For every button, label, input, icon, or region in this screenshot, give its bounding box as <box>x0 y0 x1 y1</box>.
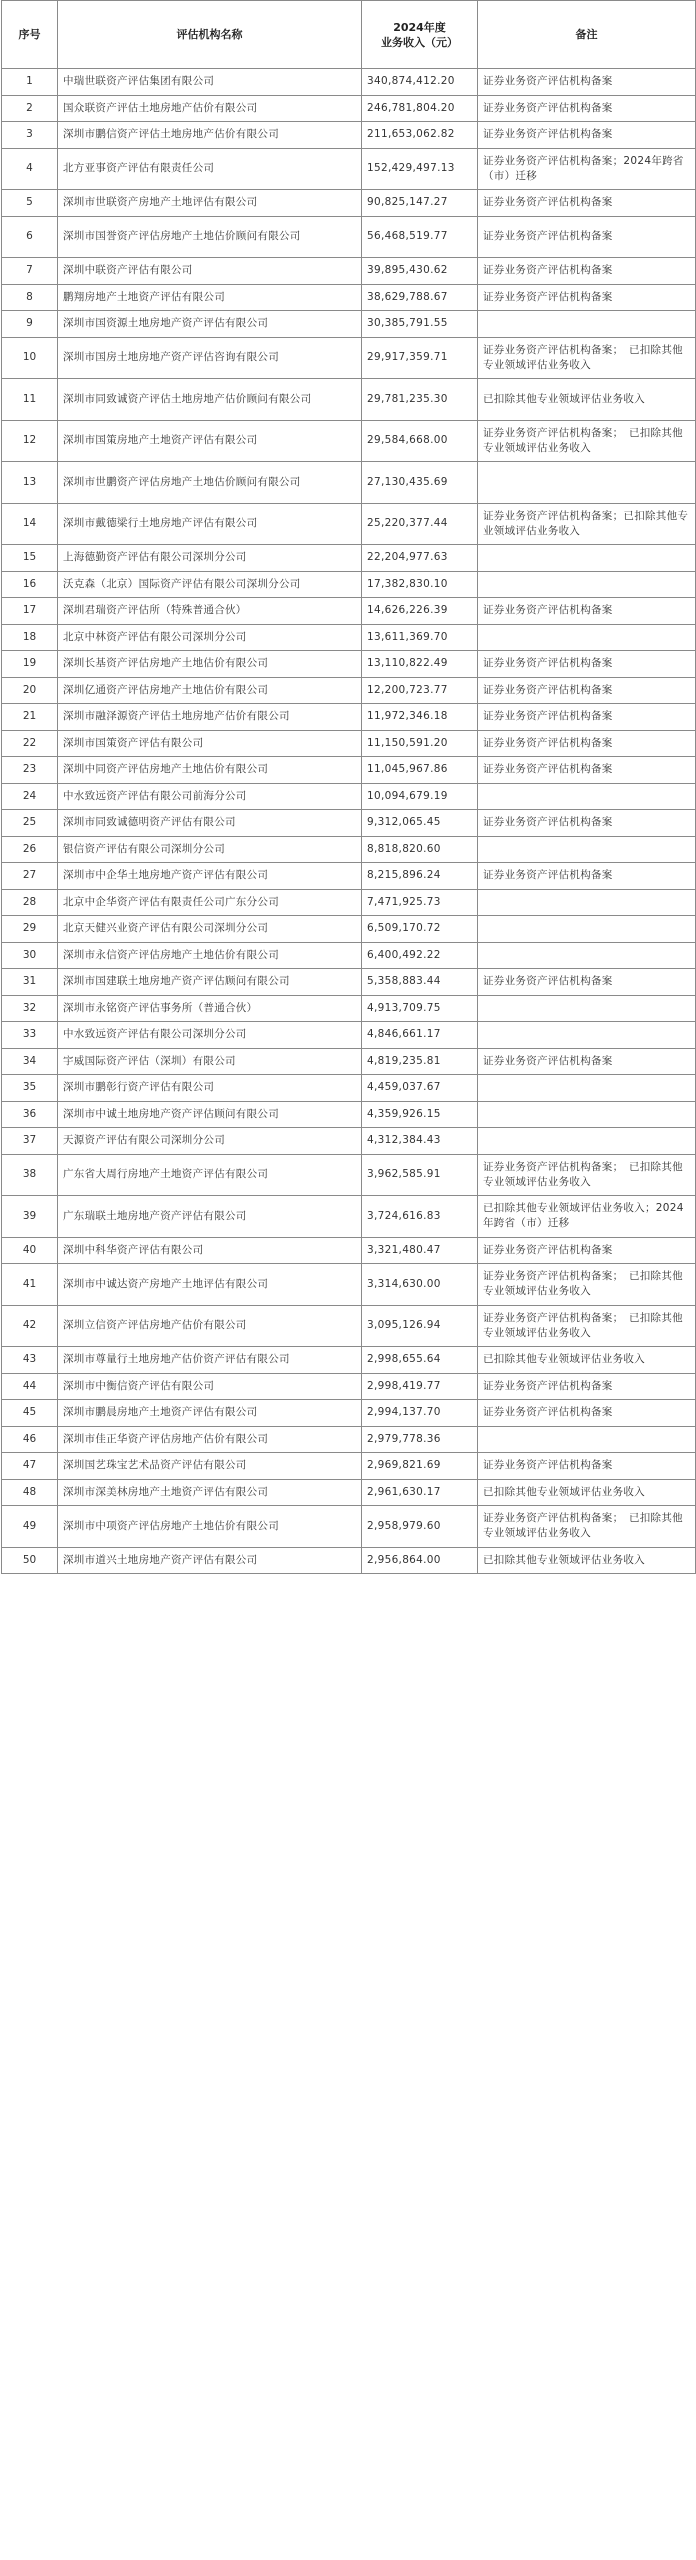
row-revenue: 17,382,830.10 <box>362 571 478 598</box>
row-seq: 4 <box>2 148 58 190</box>
table-row <box>2 462 696 504</box>
row-name: 深圳市永铭资产评估事务所（普通合伙） <box>58 995 362 1022</box>
row-name: 深圳中同资产评估房地产土地估价有限公司 <box>58 757 362 784</box>
row-seq: 47 <box>2 1453 58 1480</box>
row-seq: 50 <box>2 1547 58 1574</box>
row-name: 深圳长基资产评估房地产土地估价有限公司 <box>58 651 362 678</box>
row-name: 深圳市中诚土地房地产资产评估顾问有限公司 <box>58 1101 362 1128</box>
row-name: 宇威国际资产评估（深圳）有限公司 <box>58 1048 362 1075</box>
header-seq: 序号 <box>2 1 58 69</box>
table-row <box>2 916 696 943</box>
table-row <box>2 704 696 731</box>
row-name: 深圳市国资源土地房地产资产评估有限公司 <box>58 311 362 338</box>
row-seq: 5 <box>2 190 58 217</box>
row-seq: 43 <box>2 1347 58 1374</box>
row-note <box>478 1101 696 1128</box>
row-name: 深圳君瑞资产评估所（特殊普通合伙） <box>58 598 362 625</box>
row-note <box>478 1022 696 1049</box>
row-revenue: 9,312,065.45 <box>362 810 478 837</box>
row-seq: 9 <box>2 311 58 338</box>
row-name: 深圳市同致诚德明资产评估有限公司 <box>58 810 362 837</box>
row-seq: 1 <box>2 69 58 96</box>
table-row <box>2 677 696 704</box>
row-name: 北京中企华资产评估有限责任公司广东分公司 <box>58 889 362 916</box>
row-seq: 3 <box>2 122 58 149</box>
table-row <box>2 1347 696 1374</box>
row-revenue: 152,429,497.13 <box>362 148 478 190</box>
row-note: 证券业务资产评估机构备案 <box>478 730 696 757</box>
table-header-row <box>2 1 696 69</box>
row-revenue: 2,998,419.77 <box>362 1373 478 1400</box>
header-revenue <box>362 1 478 69</box>
row-note: 已扣除其他专业领域评估业务收入 <box>478 1479 696 1506</box>
row-note: 已扣除其他专业领域评估业务收入 <box>478 1547 696 1574</box>
row-seq: 11 <box>2 379 58 421</box>
row-name: 深圳市中诚达资产房地产土地评估有限公司 <box>58 1264 362 1306</box>
row-seq: 24 <box>2 783 58 810</box>
header-name: 评估机构名称 <box>58 1 362 69</box>
table-row <box>2 1373 696 1400</box>
row-name: 中水致远资产评估有限公司前海分公司 <box>58 783 362 810</box>
row-seq: 12 <box>2 420 58 462</box>
row-name: 广东瑞联土地房地产资产评估有限公司 <box>58 1196 362 1238</box>
table-row <box>2 836 696 863</box>
row-revenue: 211,653,062.82 <box>362 122 478 149</box>
table-row <box>2 598 696 625</box>
row-name: 深圳中科华资产评估有限公司 <box>58 1237 362 1264</box>
row-seq: 21 <box>2 704 58 731</box>
row-name: 深圳市国策房地产土地资产评估有限公司 <box>58 420 362 462</box>
row-revenue: 56,468,519.77 <box>362 216 478 258</box>
row-revenue: 2,969,821.69 <box>362 1453 478 1480</box>
row-note <box>478 571 696 598</box>
row-note: 证券业务资产评估机构备案 <box>478 216 696 258</box>
row-name: 深圳市国房土地房地产资产评估咨询有限公司 <box>58 337 362 379</box>
row-note: 证券业务资产评估机构备案 <box>478 1373 696 1400</box>
row-note: 证券业务资产评估机构备案 <box>478 1400 696 1427</box>
row-name: 深圳市世鹏资产评估房地产土地估价顾问有限公司 <box>58 462 362 504</box>
row-seq: 30 <box>2 942 58 969</box>
row-name: 深圳市中衡信资产评估有限公司 <box>58 1373 362 1400</box>
row-note <box>478 624 696 651</box>
row-note: 证券业务资产评估机构备案 <box>478 1048 696 1075</box>
row-name: 深圳市佳正华资产评估房地产估价有限公司 <box>58 1426 362 1453</box>
row-name: 深圳市国誉资产评估房地产土地估价顾问有限公司 <box>58 216 362 258</box>
row-note: 证券业务资产评估机构备案 <box>478 651 696 678</box>
table-row <box>2 95 696 122</box>
table-row <box>2 783 696 810</box>
table-row <box>2 1305 696 1347</box>
table-row <box>2 889 696 916</box>
table-row <box>2 503 696 545</box>
row-revenue: 30,385,791.55 <box>362 311 478 338</box>
row-revenue: 246,781,804.20 <box>362 95 478 122</box>
row-seq: 36 <box>2 1101 58 1128</box>
row-name: 深圳市鹏彰行资产评估有限公司 <box>58 1075 362 1102</box>
row-note: 证券业务资产评估机构备案； 已扣除其他专业领域评估业务收入 <box>478 337 696 379</box>
row-seq: 25 <box>2 810 58 837</box>
table-row <box>2 571 696 598</box>
table-row <box>2 863 696 890</box>
row-note: 证券业务资产评估机构备案 <box>478 704 696 731</box>
row-revenue: 8,818,820.60 <box>362 836 478 863</box>
row-name: 天源资产评估有限公司深圳分公司 <box>58 1128 362 1155</box>
row-seq: 44 <box>2 1373 58 1400</box>
table-row <box>2 69 696 96</box>
table-row <box>2 1048 696 1075</box>
row-seq: 46 <box>2 1426 58 1453</box>
table-row <box>2 148 696 190</box>
table-row <box>2 1506 696 1548</box>
row-seq: 49 <box>2 1506 58 1548</box>
row-name: 深圳市融泽源资产评估土地房地产估价有限公司 <box>58 704 362 731</box>
row-revenue: 29,584,668.00 <box>362 420 478 462</box>
row-revenue: 14,626,226.39 <box>362 598 478 625</box>
row-revenue: 3,095,126.94 <box>362 1305 478 1347</box>
row-revenue: 22,204,977.63 <box>362 545 478 572</box>
row-name: 北京天健兴业资产评估有限公司深圳分公司 <box>58 916 362 943</box>
table-row <box>2 1479 696 1506</box>
row-revenue: 5,358,883.44 <box>362 969 478 996</box>
row-revenue: 11,045,967.86 <box>362 757 478 784</box>
row-name: 中瑞世联资产评估集团有限公司 <box>58 69 362 96</box>
header-revenue-unit: 业务收入（元） <box>381 35 458 49</box>
table-row <box>2 1101 696 1128</box>
row-revenue: 2,979,778.36 <box>362 1426 478 1453</box>
row-revenue: 2,956,864.00 <box>362 1547 478 1574</box>
row-note: 证券业务资产评估机构备案； 已扣除其他专业领域评估业务收入 <box>478 420 696 462</box>
row-name: 深圳市道兴土地房地产资产评估有限公司 <box>58 1547 362 1574</box>
row-note: 证券业务资产评估机构备案 <box>478 190 696 217</box>
row-seq: 10 <box>2 337 58 379</box>
row-note: 证券业务资产评估机构备案 <box>478 95 696 122</box>
row-seq: 7 <box>2 258 58 285</box>
table-row <box>2 1237 696 1264</box>
table-row <box>2 311 696 338</box>
row-name: 深圳市鹏信资产评估土地房地产估价有限公司 <box>58 122 362 149</box>
row-revenue: 2,994,137.70 <box>362 1400 478 1427</box>
row-note: 证券业务资产评估机构备案 <box>478 810 696 837</box>
row-seq: 16 <box>2 571 58 598</box>
row-seq: 42 <box>2 1305 58 1347</box>
row-seq: 48 <box>2 1479 58 1506</box>
row-note <box>478 916 696 943</box>
row-note <box>478 1128 696 1155</box>
row-note: 证券业务资产评估机构备案；已扣除其他专业领域评估业务收入 <box>478 503 696 545</box>
table-row <box>2 1453 696 1480</box>
row-note: 证券业务资产评估机构备案；2024年跨省（市）迁移 <box>478 148 696 190</box>
table-row <box>2 1154 696 1196</box>
row-revenue: 11,972,346.18 <box>362 704 478 731</box>
row-name: 上海德勤资产评估有限公司深圳分公司 <box>58 545 362 572</box>
row-seq: 29 <box>2 916 58 943</box>
row-note <box>478 462 696 504</box>
row-revenue: 4,819,235.81 <box>362 1048 478 1075</box>
row-name: 深圳市世联资产房地产土地评估有限公司 <box>58 190 362 217</box>
row-revenue: 4,846,661.17 <box>362 1022 478 1049</box>
row-name: 鹏翔房地产土地资产评估有限公司 <box>58 284 362 311</box>
row-revenue: 13,611,369.70 <box>362 624 478 651</box>
row-note <box>478 1075 696 1102</box>
row-name: 深圳亿通资产评估房地产土地估价有限公司 <box>58 677 362 704</box>
row-note: 已扣除其他专业领域评估业务收入；2024年跨省（市）迁移 <box>478 1196 696 1238</box>
row-seq: 22 <box>2 730 58 757</box>
row-revenue: 10,094,679.19 <box>362 783 478 810</box>
table-row <box>2 1400 696 1427</box>
row-seq: 35 <box>2 1075 58 1102</box>
row-note: 证券业务资产评估机构备案 <box>478 69 696 96</box>
table-row <box>2 216 696 258</box>
row-seq: 28 <box>2 889 58 916</box>
row-note: 证券业务资产评估机构备案 <box>478 284 696 311</box>
row-seq: 17 <box>2 598 58 625</box>
row-name: 深圳市国建联土地房地产资产评估顾问有限公司 <box>58 969 362 996</box>
row-note <box>478 995 696 1022</box>
row-seq: 6 <box>2 216 58 258</box>
row-note <box>478 836 696 863</box>
row-note: 证券业务资产评估机构备案； 已扣除其他专业领域评估业务收入 <box>478 1305 696 1347</box>
ranking-table <box>1 0 696 1574</box>
row-note: 证券业务资产评估机构备案； 已扣除其他专业领域评估业务收入 <box>478 1264 696 1306</box>
row-name: 国众联资产评估土地房地产估价有限公司 <box>58 95 362 122</box>
row-seq: 27 <box>2 863 58 890</box>
table-row <box>2 420 696 462</box>
row-note: 已扣除其他专业领域评估业务收入 <box>478 379 696 421</box>
table-row <box>2 810 696 837</box>
row-name: 深圳市永信资产评估房地产土地估价有限公司 <box>58 942 362 969</box>
row-name: 深圳市鹏晨房地产土地资产评估有限公司 <box>58 1400 362 1427</box>
row-name: 银信资产评估有限公司深圳分公司 <box>58 836 362 863</box>
row-note: 证券业务资产评估机构备案 <box>478 757 696 784</box>
row-seq: 32 <box>2 995 58 1022</box>
row-seq: 34 <box>2 1048 58 1075</box>
table-row <box>2 1022 696 1049</box>
row-revenue: 38,629,788.67 <box>362 284 478 311</box>
row-name: 深圳市国策资产评估有限公司 <box>58 730 362 757</box>
row-note <box>478 942 696 969</box>
table-row <box>2 1128 696 1155</box>
row-note <box>478 311 696 338</box>
row-name: 深圳国艺珠宝艺术品资产评估有限公司 <box>58 1453 362 1480</box>
row-revenue: 3,321,480.47 <box>362 1237 478 1264</box>
row-seq: 33 <box>2 1022 58 1049</box>
row-seq: 37 <box>2 1128 58 1155</box>
row-name: 广东省大周行房地产土地资产评估有限公司 <box>58 1154 362 1196</box>
row-note: 证券业务资产评估机构备案 <box>478 122 696 149</box>
row-revenue: 4,359,926.15 <box>362 1101 478 1128</box>
row-note: 证券业务资产评估机构备案； 已扣除其他专业领域评估业务收入 <box>478 1506 696 1548</box>
row-name: 北方亚事资产评估有限责任公司 <box>58 148 362 190</box>
row-note <box>478 545 696 572</box>
row-revenue: 7,471,925.73 <box>362 889 478 916</box>
row-revenue: 6,400,492.22 <box>362 942 478 969</box>
row-revenue: 12,200,723.77 <box>362 677 478 704</box>
table-body <box>2 69 696 1574</box>
table-row <box>2 1426 696 1453</box>
table-row <box>2 545 696 572</box>
row-name: 深圳市同致诚资产评估土地房地产估价顾问有限公司 <box>58 379 362 421</box>
row-revenue: 3,314,630.00 <box>362 1264 478 1306</box>
row-note <box>478 1426 696 1453</box>
row-revenue: 4,312,384.43 <box>362 1128 478 1155</box>
row-revenue: 11,150,591.20 <box>362 730 478 757</box>
row-note <box>478 783 696 810</box>
row-name: 深圳市中企华土地房地产资产评估有限公司 <box>58 863 362 890</box>
table-row <box>2 122 696 149</box>
table-row <box>2 1264 696 1306</box>
row-revenue: 3,962,585.91 <box>362 1154 478 1196</box>
row-name: 深圳市深美林房地产土地资产评估有限公司 <box>58 1479 362 1506</box>
table-row <box>2 1075 696 1102</box>
row-seq: 38 <box>2 1154 58 1196</box>
table-row <box>2 258 696 285</box>
table-row <box>2 942 696 969</box>
row-seq: 45 <box>2 1400 58 1427</box>
table-row <box>2 337 696 379</box>
row-revenue: 90,825,147.27 <box>362 190 478 217</box>
row-seq: 13 <box>2 462 58 504</box>
row-name: 中水致远资产评估有限公司深圳分公司 <box>58 1022 362 1049</box>
row-note: 证券业务资产评估机构备案 <box>478 677 696 704</box>
table-row <box>2 1196 696 1238</box>
row-note: 证券业务资产评估机构备案 <box>478 863 696 890</box>
row-revenue: 8,215,896.24 <box>362 863 478 890</box>
row-name: 深圳中联资产评估有限公司 <box>58 258 362 285</box>
row-name: 深圳市中项资产评估房地产土地估价有限公司 <box>58 1506 362 1548</box>
row-seq: 40 <box>2 1237 58 1264</box>
row-revenue: 3,724,616.83 <box>362 1196 478 1238</box>
table-row <box>2 730 696 757</box>
row-seq: 31 <box>2 969 58 996</box>
row-note: 证券业务资产评估机构备案 <box>478 1453 696 1480</box>
row-revenue: 27,130,435.69 <box>362 462 478 504</box>
row-revenue: 4,913,709.75 <box>362 995 478 1022</box>
table-row <box>2 624 696 651</box>
table-row <box>2 757 696 784</box>
row-name: 深圳市戴德梁行土地房地产评估有限公司 <box>58 503 362 545</box>
row-seq: 26 <box>2 836 58 863</box>
table-row <box>2 969 696 996</box>
row-note: 证券业务资产评估机构备案 <box>478 598 696 625</box>
row-revenue: 13,110,822.49 <box>362 651 478 678</box>
row-note: 证券业务资产评估机构备案； 已扣除其他专业领域评估业务收入 <box>478 1154 696 1196</box>
row-revenue: 6,509,170.72 <box>362 916 478 943</box>
row-revenue: 2,998,655.64 <box>362 1347 478 1374</box>
row-revenue: 39,895,430.62 <box>362 258 478 285</box>
row-seq: 19 <box>2 651 58 678</box>
row-name: 沃克森（北京）国际资产评估有限公司深圳分公司 <box>58 571 362 598</box>
table-row <box>2 651 696 678</box>
row-seq: 23 <box>2 757 58 784</box>
row-seq: 41 <box>2 1264 58 1306</box>
row-revenue: 29,781,235.30 <box>362 379 478 421</box>
row-seq: 39 <box>2 1196 58 1238</box>
row-revenue: 29,917,359.71 <box>362 337 478 379</box>
table-row <box>2 995 696 1022</box>
table-row <box>2 1547 696 1574</box>
row-seq: 20 <box>2 677 58 704</box>
table-row <box>2 190 696 217</box>
row-name: 深圳立信资产评估房地产估价有限公司 <box>58 1305 362 1347</box>
row-note: 证券业务资产评估机构备案 <box>478 969 696 996</box>
row-note: 已扣除其他专业领域评估业务收入 <box>478 1347 696 1374</box>
row-revenue: 340,874,412.20 <box>362 69 478 96</box>
header-note: 备注 <box>478 1 696 69</box>
row-seq: 15 <box>2 545 58 572</box>
row-note: 证券业务资产评估机构备案 <box>478 258 696 285</box>
table-row <box>2 284 696 311</box>
header-revenue-year: 2024年度 <box>393 20 446 34</box>
row-seq: 8 <box>2 284 58 311</box>
row-revenue: 4,459,037.67 <box>362 1075 478 1102</box>
row-seq: 14 <box>2 503 58 545</box>
table-row <box>2 379 696 421</box>
row-revenue: 25,220,377.44 <box>362 503 478 545</box>
row-revenue: 2,958,979.60 <box>362 1506 478 1548</box>
row-revenue: 2,961,630.17 <box>362 1479 478 1506</box>
row-note <box>478 889 696 916</box>
row-seq: 2 <box>2 95 58 122</box>
row-name: 深圳市尊量行土地房地产估价资产评估有限公司 <box>58 1347 362 1374</box>
row-seq: 18 <box>2 624 58 651</box>
row-name: 北京中林资产评估有限公司深圳分公司 <box>58 624 362 651</box>
row-note: 证券业务资产评估机构备案 <box>478 1237 696 1264</box>
